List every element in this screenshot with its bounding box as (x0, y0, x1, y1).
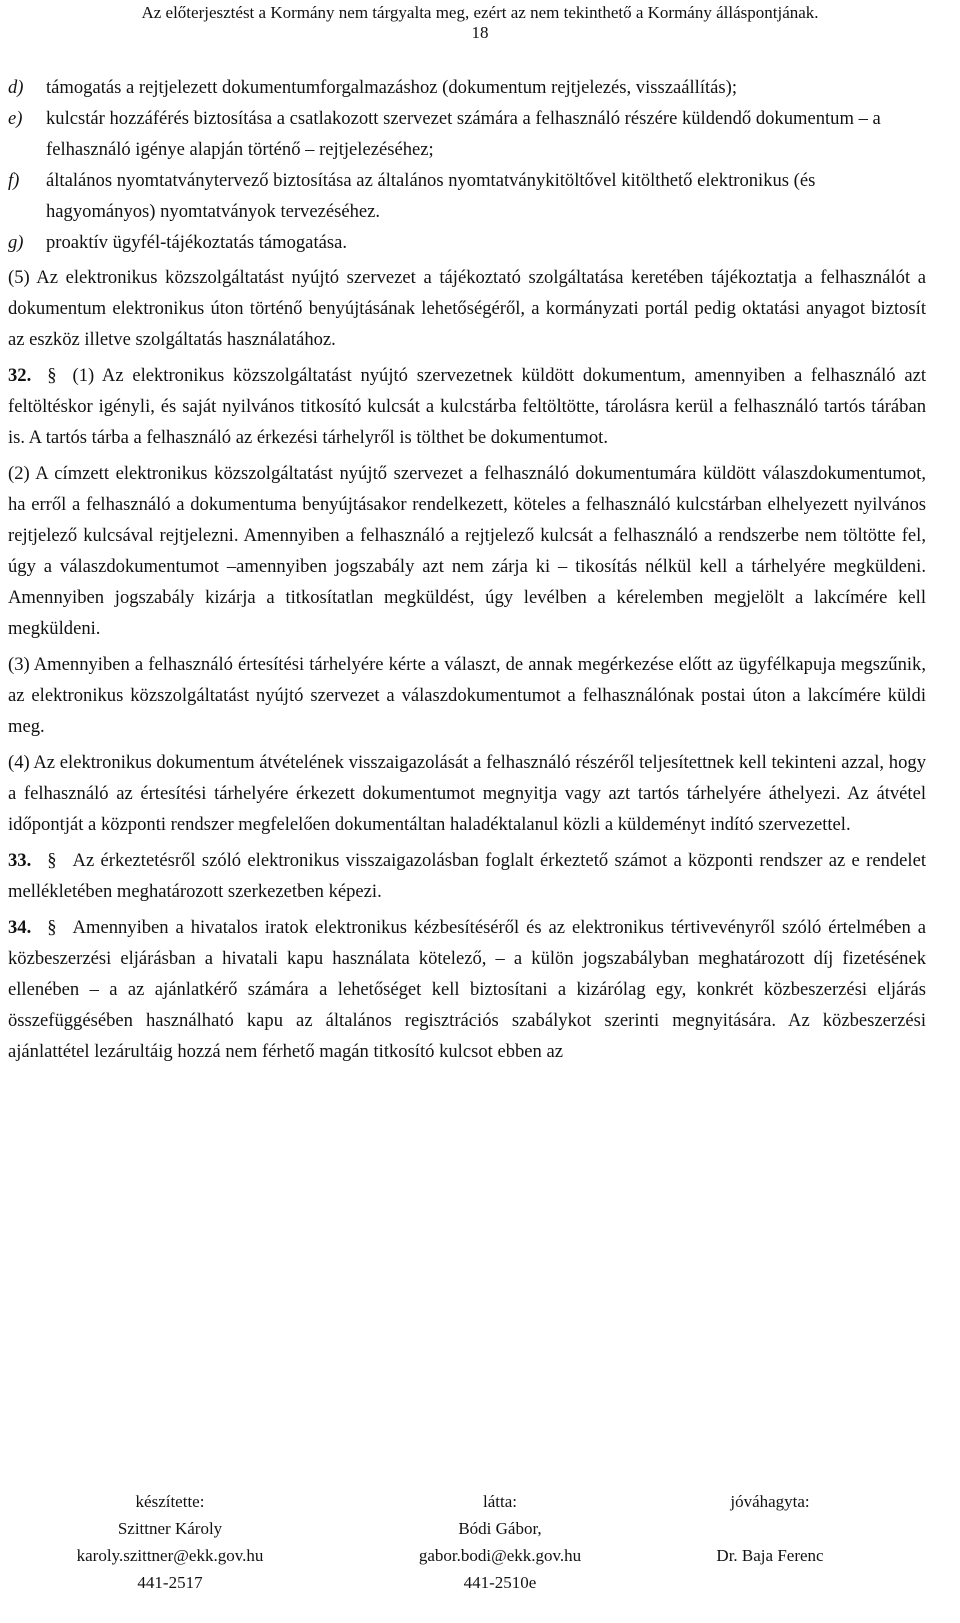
footer-phone: 441-2517 (137, 1573, 203, 1592)
list-item-text: kulcstár hozzáférés biztosítása a csatlakozott szervezet számára a felhasználó részére küldendő dokumentum – a felhasználó igénye alapján történő – rejtjelezéséhez; (46, 108, 881, 160)
list-item (8, 165, 926, 227)
section-32-para-1 (8, 360, 926, 453)
section-number: 34. (8, 917, 32, 938)
list-item-label: d) (8, 77, 24, 98)
list-item-label: e) (8, 108, 23, 129)
section-32-para-2: (2) A címzett elektronikus közszolgáltatást nyújtő szervezet a felhasználó dokumentumára küldött válaszdokumentumot, ha erről a felhasználó a dokumentuma benyújtásakor rendelkezett, köteles a felhasználó kulcstárban elhelyezett nyilvános rejtjelező kulcsával rejtjelezni. Amennyiben a felhasználó a rejtjelező kulcsát a felhasználó a rendszerbe nem töltötte fel, úgy a válaszdokumentumot –amennyiben jogszabály azt nem zárja ki – tikosítás nélkül kell a tárhelyére megküldeni. Amennyiben jogszabály kizárja a titkosítatlan megküldést, úgy levélben a kérelemben megjelölt a lakcímére kell megküldeni. (8, 463, 926, 639)
section-number: 32. (8, 365, 32, 386)
footer-email: gabor.bodi@ekk.gov.hu (418, 1546, 582, 1565)
section-symbol: § (47, 850, 57, 871)
page-number: 18 (471, 23, 489, 42)
footer-prepared (60, 1488, 280, 1596)
footer-spacer (650, 1515, 890, 1542)
footer-phone: 441-2510e (463, 1573, 537, 1592)
footer-label: jóváhagyta: (730, 1492, 810, 1511)
footer-name: Szittner Károly (117, 1519, 223, 1538)
header-notice: Az előterjesztést a Kormány nem tárgyalta meg, ezért az nem tekinthető a Kormány álláspontjának. (141, 3, 819, 22)
list-item-text: általános nyomtatványtervező biztosítása az általános nyomtatványkitöltővel kitölthető elektronikus (és hagyományos) nyomtatványok tervezéséhez. (46, 170, 816, 222)
section-32-para-4: (4) Az elektronikus dokumentum átvételének visszaigazolását a felhasználó részéről teljesítettnek kell tekinteni azzal, hogy a felhasználó az értesítési tárhelyére érkezett dokumentumot megnyitja vagy azt tartós tárhelyére áthelyezi. Az átvétel időpontját a központi rendszer megfelelően dokumentáltan haladéktalanul közli a küldeményt indító szervezettel. (8, 752, 926, 835)
footer-label: látta: (483, 1492, 517, 1511)
footer-email: karoly.szittner@ekk.gov.hu (76, 1546, 264, 1565)
section-32-para-3: (3) Amennyiben a felhasználó értesítési tárhelyére kérte a választ, de annak megérkezése előtt az ügyfélkapuja megszűnik, az elektronikus közszolgáltatást nyújtó szervezet a válaszdokumentumot a felhasználónak postai úton a lakcímére küldi meg. (8, 654, 926, 737)
paragraph-5: (5) Az elektronikus közszolgáltatást nyújtó szervezet a tájékoztató szolgáltatása keretében tájékoztatja a felhasználót a dokumentum elektronikus úton történő benyújtásának lehetőségéről, a kormányzati portál pedig oktatási anyagot biztosít az eszköz illetve szolgáltatás használatához. (8, 267, 926, 350)
list-item-text: proaktív ügyfél-tájékoztatás támogatása. (46, 232, 347, 253)
section-symbol: § (47, 365, 57, 386)
section-33 (8, 845, 926, 907)
section-34 (8, 912, 926, 1067)
footer-name: Bódi Gábor, (458, 1519, 542, 1538)
list-item (8, 72, 926, 103)
list-item-text: támogatás a rejtjelezett dokumentumforgalmazáshoz (dokumentum rejtjelezés, visszaállítás); (46, 77, 737, 98)
page-header (0, 3, 960, 43)
section-text: (1) Az elektronikus közszolgáltatást nyújtó szervezetnek küldött dokumentum, amennyiben a felhasználó azt feltöltéskor igényli, és saját nyilvános titkosító kulcsát a kulcstárba feltöltötte, tárolásra kerül a felhasználó tartós tárában is. A tartós tárba a felhasználó az érkezési tárhelyről is tölthet be dokumentumot. (8, 365, 926, 448)
footer-approved (650, 1488, 890, 1569)
section-symbol: § (47, 917, 57, 938)
section-text: Az érkeztetésről szóló elektronikus visszaigazolásban foglalt érkeztető számot a központi rendszer az e rendelet mellékletében meghatározott szerkezetben képezi. (8, 850, 926, 902)
footer-name: Dr. Baja Ferenc (716, 1546, 824, 1565)
footer-seen (400, 1488, 600, 1596)
footer-label: készítette: (135, 1492, 205, 1511)
section-text: Amennyiben a hivatalos iratok elektronikus kézbesítéséről és az elektronikus tértivevényről szóló értelmében a közbeszerzési eljárásban a hivatali kapu használata kötelező, – a külön jogszabályban meghatározott díj fizetésének ellenében – a az ajánlatkérő számára a lehetőséget kell biztosítani a kizárólag egy, konkrét közbeszerzési eljárás összefüggésében használható kapu az általános regisztrációs szabálykot szerinti megnyitására. Az közbeszerzési ajánlattétel lezárultáig hozzá nem férhető magán titkosító kulcsot ebben az (8, 917, 926, 1062)
list-item (8, 227, 926, 258)
section-number: 33. (8, 850, 32, 871)
list-item-label: f) (8, 170, 20, 191)
list-item (8, 103, 926, 165)
list-item-label: g) (8, 232, 24, 253)
document-body (8, 72, 926, 1067)
